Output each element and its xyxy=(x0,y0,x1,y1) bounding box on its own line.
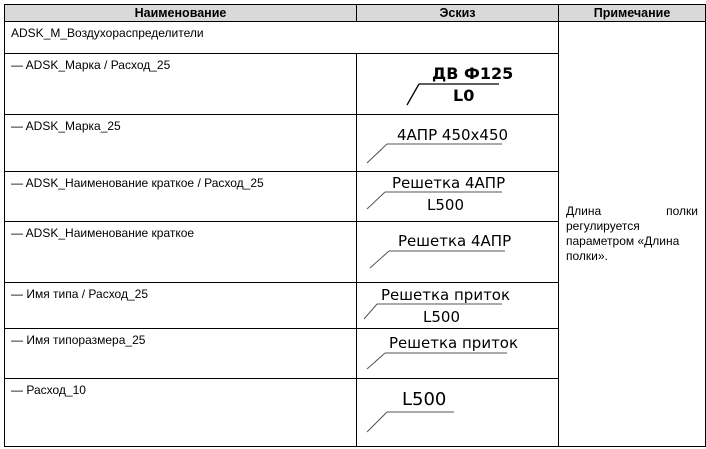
header-row xyxy=(5,5,706,22)
tag-text-bottom: L500 xyxy=(427,196,464,214)
row-name: — Имя типа / Расход_25 xyxy=(5,283,357,329)
tag-leader-line xyxy=(367,144,387,163)
header-sketch: Эскиз xyxy=(357,5,559,22)
sketch-cell xyxy=(357,283,559,329)
header-note: Примечание xyxy=(559,5,706,22)
row-name: — ADSK_Марка_25 xyxy=(5,115,357,172)
row-name: — ADSK_Наименование краткое / Расход_25 xyxy=(5,172,357,222)
tag-text-top: Решетка 4АПР xyxy=(398,232,512,250)
tag-sketch xyxy=(357,283,559,329)
tag-leader-line xyxy=(367,412,387,432)
row-name: — ADSK_Марка / Расход_25 xyxy=(5,54,357,115)
tag-sketch xyxy=(357,329,559,379)
tag-text-bottom: L0 xyxy=(453,86,475,105)
tags-table xyxy=(4,4,706,447)
sketch-cell xyxy=(357,222,559,283)
tag-text-top: Решетка приток xyxy=(389,334,519,352)
note-cell xyxy=(559,22,706,447)
tag-leader-line xyxy=(364,304,377,319)
row-name: — Имя типоразмера_25 xyxy=(5,329,357,379)
note-word-left: Длина xyxy=(566,204,602,218)
tag-text-bottom: L500 xyxy=(423,308,460,326)
category-name: ADSK_M_Воздухораспределители xyxy=(5,22,559,54)
tag-sketch xyxy=(357,54,559,115)
sketch-cell xyxy=(357,115,559,172)
note-line-1 xyxy=(566,204,698,219)
tag-text-top: Решетка приток xyxy=(381,286,511,304)
tag-sketch xyxy=(357,222,559,283)
row-name: — ADSK_Наименование краткое xyxy=(5,222,357,283)
row-name: — Расход_10 xyxy=(5,379,357,447)
tag-leader-line xyxy=(370,251,389,268)
sketch-cell xyxy=(357,329,559,379)
note-line-2: регулируется xyxy=(566,219,640,233)
category-row xyxy=(5,22,706,54)
tag-text-top: ДВ Ф125 xyxy=(432,64,514,83)
sketch-cell xyxy=(357,54,559,115)
tag-sketch xyxy=(357,115,559,172)
tag-leader-line xyxy=(407,84,419,105)
tag-leader-line xyxy=(367,353,385,369)
note-word-right: полки xyxy=(666,204,698,218)
tag-text-top: Решетка 4АПР xyxy=(392,174,506,192)
tag-leader-line xyxy=(367,192,385,209)
note-line-4: полки». xyxy=(566,249,608,263)
tag-text-top: L500 xyxy=(402,389,447,410)
header-name: Наименование xyxy=(5,5,357,22)
sketch-cell xyxy=(357,172,559,222)
sketch-cell xyxy=(357,379,559,447)
note-line-3: параметром «Длина xyxy=(566,234,680,248)
tag-text-top: 4АПР 450х450 xyxy=(397,126,509,144)
tag-sketch xyxy=(357,172,559,222)
tag-sketch xyxy=(357,379,559,447)
